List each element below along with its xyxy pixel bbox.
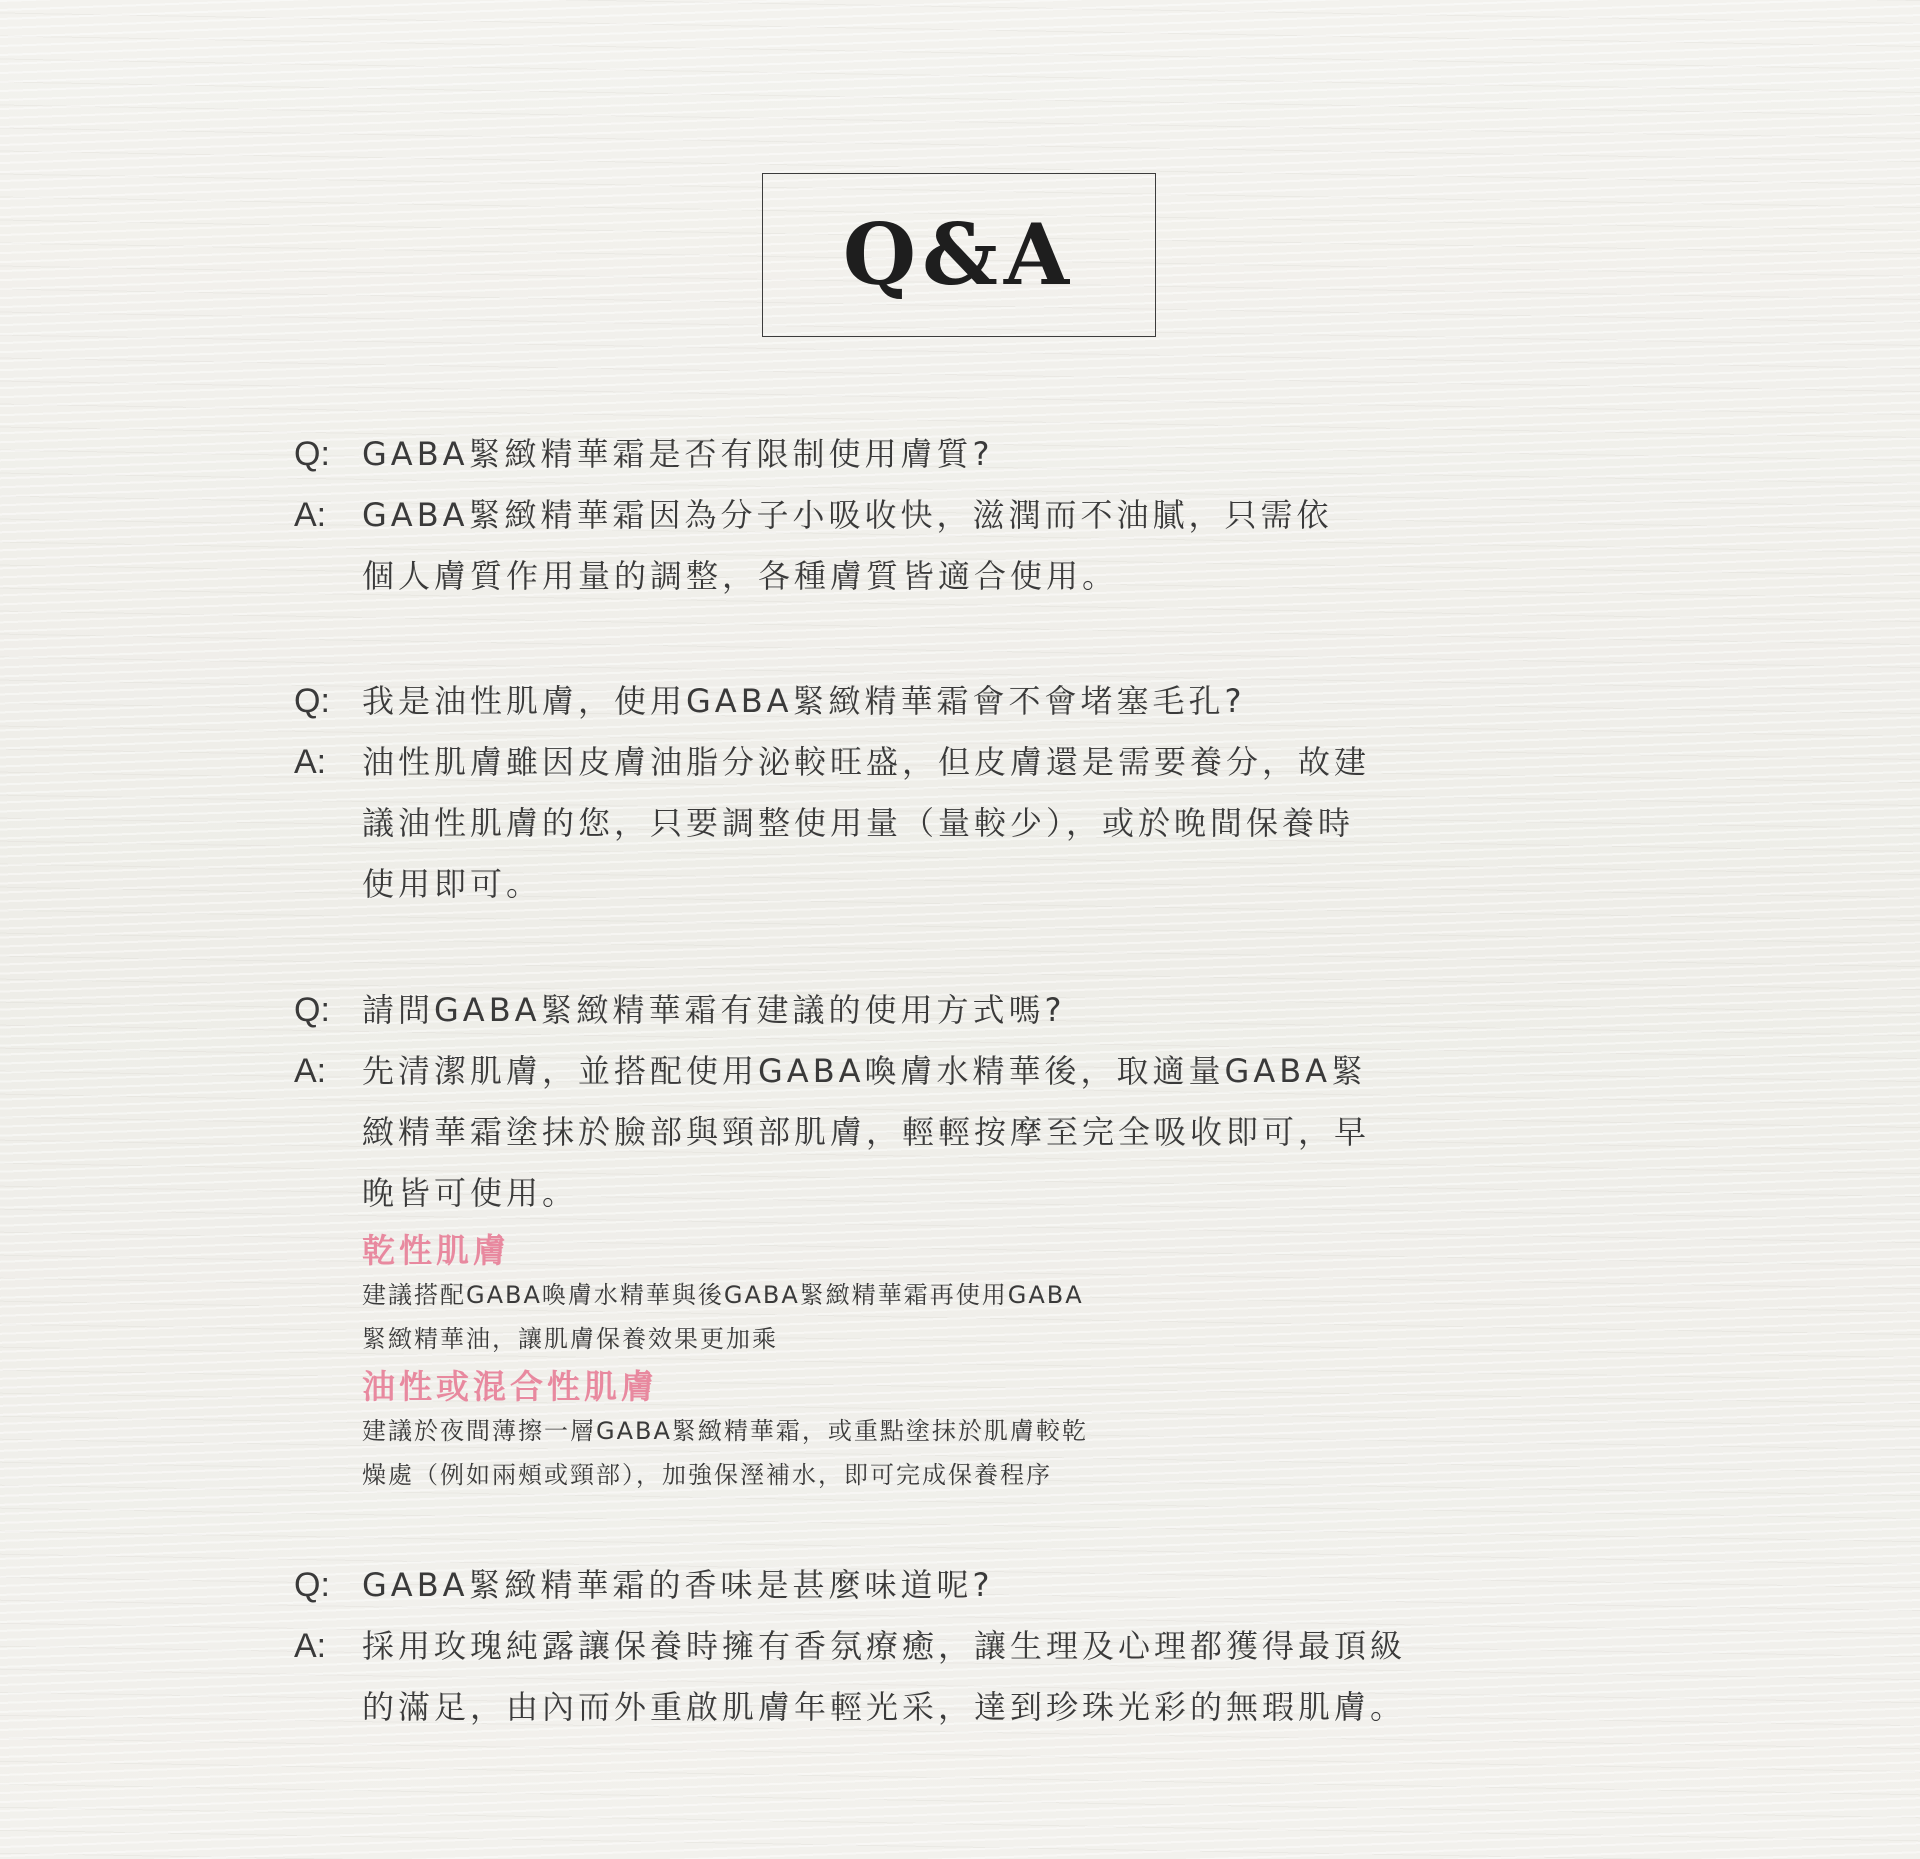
title-box <box>762 173 1156 337</box>
answer-line: 的滿足，由內而外重啟肌膚年輕光采，達到珍珠光彩的無瑕肌膚。 <box>362 1688 1407 1726</box>
question-text: GABA緊緻精華霜的香味是甚麼味道呢? <box>362 1566 994 1604</box>
answer-row <box>294 1041 1524 1224</box>
question-text: GABA緊緻精華霜是否有限制使用膚質? <box>362 435 994 473</box>
answer-line: 議油性肌膚的您，只要調整使用量（量較少），或於晚間保養時 <box>362 804 1355 842</box>
q-mark: Q: <box>294 991 330 1029</box>
question-row <box>294 980 1524 1041</box>
a-mark: A: <box>294 496 327 534</box>
tip-oily-combination-skin <box>362 1365 1262 1497</box>
q-mark: Q: <box>294 435 330 473</box>
qa-item-1 <box>294 424 1524 607</box>
page-title: Q&A <box>842 205 1076 304</box>
question-row <box>294 424 1524 485</box>
a-mark: A: <box>294 1627 327 1665</box>
q-mark: Q: <box>294 1566 330 1604</box>
tip-line: 緊緻精華油，讓肌膚保養效果更加乘 <box>362 1325 778 1353</box>
tip-line: 建議於夜間薄擦一層GABA緊緻精華霜，或重點塗抹於肌膚較乾 <box>362 1417 1088 1445</box>
tip-heading: 油性或混合性肌膚 <box>362 1367 658 1406</box>
answer-row <box>294 485 1524 607</box>
answer-text <box>362 1616 1524 1738</box>
qa-item-4 <box>294 1555 1524 1738</box>
answer-row <box>294 1616 1524 1738</box>
answer-line: GABA緊緻精華霜因為分子小吸收快，滋潤而不油膩，只需依 <box>362 496 1333 534</box>
tip-line: 燥處（例如兩頰或頸部），加強保溼補水，即可完成保養程序 <box>362 1461 1052 1489</box>
answer-line: 採用玫瑰純露讓保養時擁有香氛療癒，讓生理及心理都獲得最頂級 <box>362 1627 1407 1665</box>
a-mark: A: <box>294 743 327 781</box>
answer-line: 使用即可。 <box>362 865 543 903</box>
tip-line: 建議搭配GABA喚膚水精華與後GABA緊緻精華霜再使用GABA <box>362 1281 1084 1309</box>
answer-line: 先清潔肌膚，並搭配使用GABA喚膚水精華後，取適量GABA緊 <box>362 1052 1368 1090</box>
tip-dry-skin <box>362 1229 1262 1361</box>
question-text: 請問GABA緊緻精華霜有建議的使用方式嗎? <box>362 991 1066 1029</box>
answer-line: 油性肌膚雖因皮膚油脂分泌較旺盛，但皮膚還是需要養分，故建 <box>362 743 1371 781</box>
tip-body <box>362 1273 1262 1361</box>
answer-text <box>362 485 1524 607</box>
q-mark: Q: <box>294 682 330 720</box>
answer-row <box>294 732 1524 915</box>
a-mark: A: <box>294 1052 327 1090</box>
tip-heading: 乾性肌膚 <box>362 1231 510 1270</box>
qa-item-3 <box>294 980 1524 1224</box>
qa-item-2 <box>294 671 1524 915</box>
question-row <box>294 1555 1524 1616</box>
answer-line: 緻精華霜塗抹於臉部與頸部肌膚，輕輕按摩至完全吸收即可，早 <box>362 1113 1371 1151</box>
question-text: 我是油性肌膚，使用GABA緊緻精華霜會不會堵塞毛孔? <box>362 682 1246 720</box>
answer-line: 晚皆可使用。 <box>362 1174 579 1212</box>
tip-body <box>362 1409 1262 1497</box>
answer-text <box>362 732 1524 915</box>
question-row <box>294 671 1524 732</box>
answer-text <box>362 1041 1524 1224</box>
answer-line: 個人膚質作用量的調整，各種膚質皆適合使用。 <box>362 557 1119 595</box>
